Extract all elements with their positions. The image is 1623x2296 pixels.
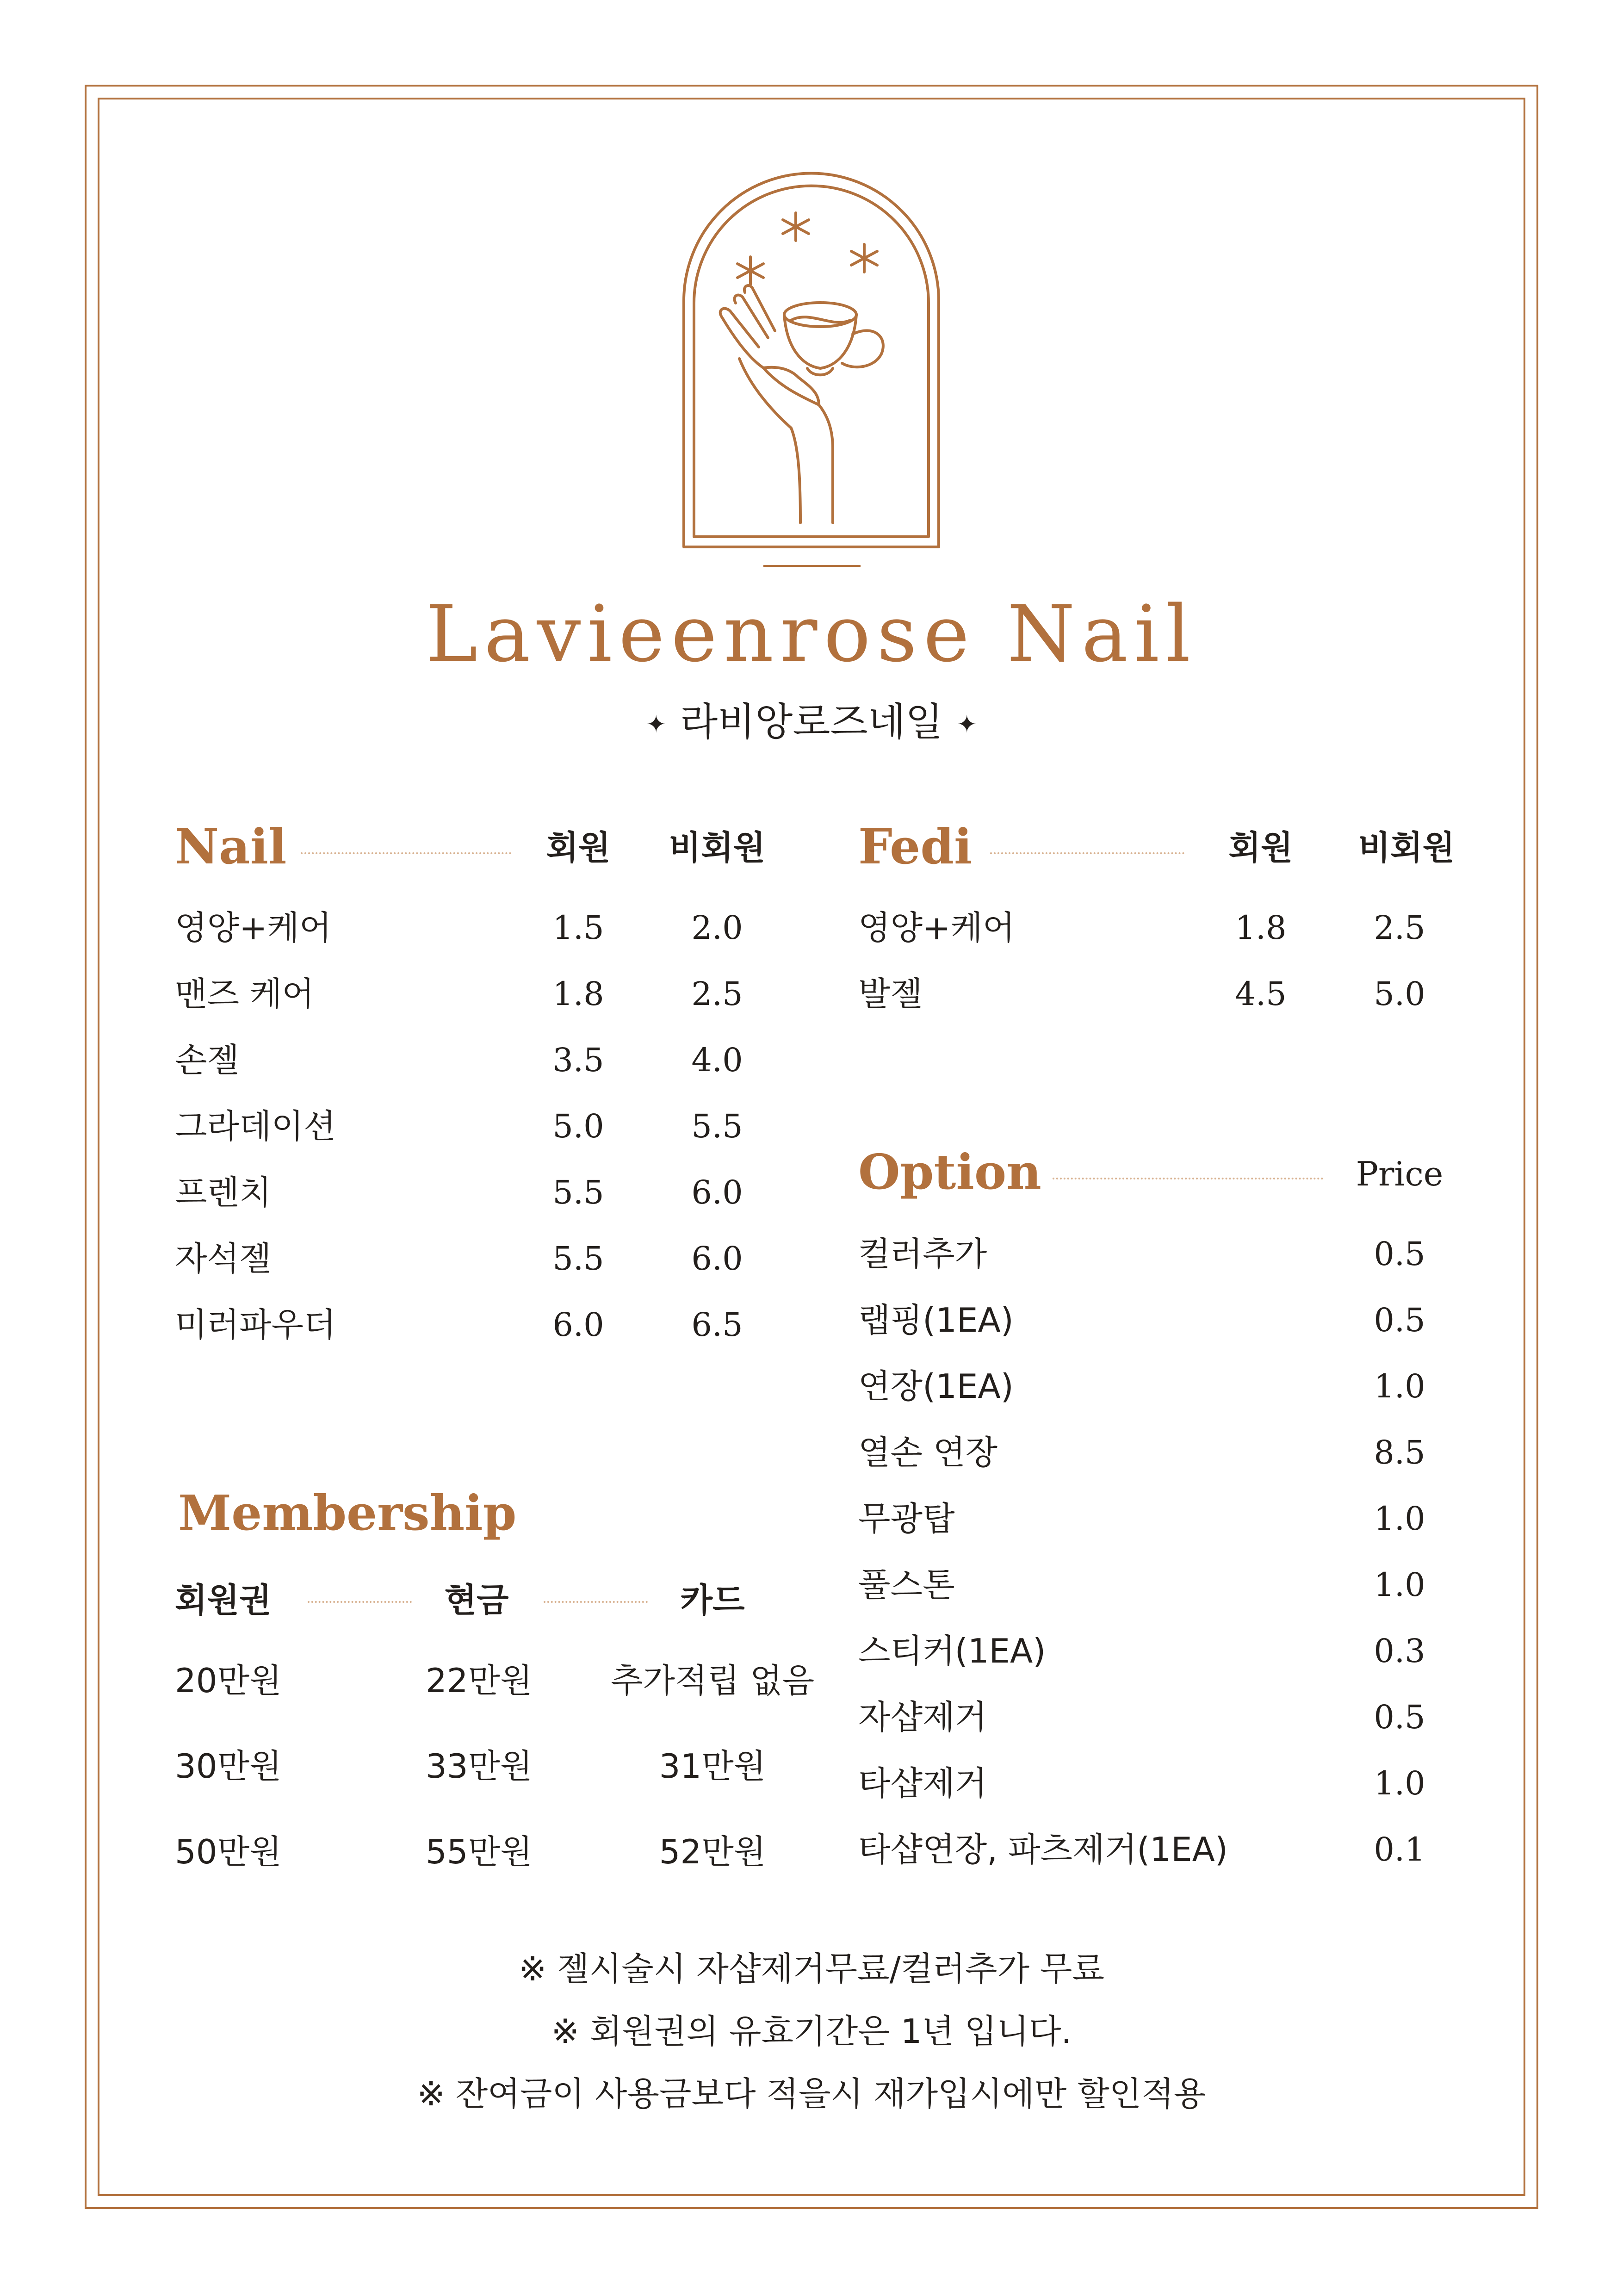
membership-ticket: 30만원	[175, 1747, 282, 1786]
brand-subtitle	[0, 696, 1623, 750]
brand-title: Lavieenrose Nail	[426, 589, 1197, 679]
note-line: ※ 회원권의 유효기간은 1년 입니다.	[551, 2012, 1072, 2051]
membership-cash: 33만원	[426, 1747, 533, 1786]
nail-item-name: 맨즈 케어	[175, 974, 315, 1013]
sparkle-icon	[737, 257, 763, 285]
fedi-member-price: 1.8	[1235, 909, 1287, 947]
nail-section-title: Nail	[175, 818, 287, 875]
logo-underline	[763, 565, 861, 567]
membership-ticket: 50만원	[175, 1832, 282, 1871]
option-price: 0.5	[1374, 1235, 1425, 1273]
nail-item-name: 손젤	[175, 1041, 240, 1080]
option-price: 0.1	[1374, 1831, 1425, 1868]
note-line: ※ 잔여금이 사용금보다 적을시 재가입시에만 할인적용	[417, 2074, 1206, 2113]
option-item-name: 타샵연장, 파츠제거(1EA)	[858, 1830, 1228, 1869]
star-icon: ✦	[646, 711, 666, 739]
nail-item-name: 미러파우더	[175, 1305, 336, 1344]
nail-member-price: 6.0	[552, 1306, 604, 1344]
option-section-title: Option	[858, 1143, 1041, 1200]
nail-nonmember-price: 6.0	[691, 1240, 743, 1278]
fedi-col-member: 회원	[1228, 828, 1293, 867]
option-price: 1.0	[1374, 1764, 1425, 1802]
membership-section-title: Membership	[178, 1484, 517, 1541]
option-price: 8.5	[1374, 1433, 1425, 1471]
option-item-name: 열손 연장	[858, 1433, 998, 1472]
nail-item-name: 프렌치	[175, 1173, 272, 1212]
nail-dotted-divider	[301, 852, 511, 854]
option-item-name: 무광탑	[858, 1499, 955, 1538]
membership-dotted-divider	[308, 1601, 412, 1603]
fedi-item-name: 발젤	[858, 974, 923, 1013]
option-item-name: 자샵제거	[858, 1698, 987, 1737]
nail-nonmember-price: 6.5	[691, 1306, 743, 1344]
nail-item-name: 그라데이션	[175, 1107, 336, 1146]
nail-item-name: 영양+케어	[175, 908, 332, 947]
option-item-name: 풀스톤	[858, 1565, 955, 1604]
option-price: 1.0	[1374, 1367, 1425, 1405]
nail-member-price: 3.5	[552, 1041, 604, 1079]
nail-item-name: 자석젤	[175, 1239, 272, 1278]
membership-dotted-divider	[544, 1601, 648, 1603]
fedi-nonmember-price: 5.0	[1374, 975, 1425, 1013]
membership-cash: 55만원	[426, 1832, 533, 1871]
sparkle-icon	[783, 213, 809, 241]
nail-nonmember-price: 2.0	[691, 909, 743, 947]
option-item-name: 연장(1EA)	[858, 1367, 1014, 1406]
option-price: 1.0	[1374, 1500, 1425, 1538]
option-item-name: 스티커(1EA)	[858, 1632, 1046, 1670]
option-price: 1.0	[1374, 1566, 1425, 1604]
option-item-name: 컬러추가	[858, 1235, 987, 1273]
option-item-name: 랩핑(1EA)	[858, 1301, 1014, 1340]
nail-nonmember-price: 4.0	[691, 1041, 743, 1079]
sparkle-icon	[851, 244, 877, 272]
fedi-dotted-divider	[990, 852, 1184, 854]
subtitle-text: 라비앙로즈네일	[680, 699, 943, 745]
fedi-member-price: 4.5	[1235, 975, 1287, 1013]
note-line: ※ 젤시술시 자샵제거무료/컬러추가 무료	[518, 1949, 1105, 1988]
fedi-col-nonmember: 비회원	[1358, 828, 1455, 867]
option-item-name: 타샵제거	[858, 1764, 987, 1803]
nail-member-price: 1.8	[552, 975, 604, 1013]
fedi-nonmember-price: 2.5	[1374, 909, 1425, 947]
membership-card: 52만원	[659, 1832, 766, 1871]
option-dotted-divider	[1053, 1178, 1323, 1179]
nail-nonmember-price: 5.5	[691, 1107, 743, 1145]
logo-hand-teacup-icon	[680, 171, 942, 551]
fedi-section-title: Fedi	[858, 818, 973, 875]
star-icon: ✦	[957, 711, 977, 739]
nail-member-price: 5.5	[552, 1240, 604, 1278]
nail-nonmember-price: 6.0	[691, 1173, 743, 1211]
nail-member-price: 5.5	[552, 1173, 604, 1211]
nail-member-price: 5.0	[552, 1107, 604, 1145]
membership-col-card: 카드	[680, 1581, 745, 1620]
nail-col-nonmember: 비회원	[669, 828, 766, 867]
membership-card: 31만원	[659, 1747, 766, 1786]
option-col-price: Price	[1356, 1154, 1443, 1193]
nail-nonmember-price: 2.5	[691, 975, 743, 1013]
fedi-item-name: 영양+케어	[858, 908, 1015, 947]
option-price: 0.5	[1374, 1301, 1425, 1339]
nail-col-member: 회원	[546, 828, 611, 867]
membership-ticket: 20만원	[175, 1661, 282, 1700]
option-price: 0.5	[1374, 1698, 1425, 1736]
membership-col-cash: 현금	[444, 1581, 509, 1620]
membership-cash: 22만원	[426, 1661, 533, 1700]
nail-member-price: 1.5	[552, 909, 604, 947]
membership-card: 추가적립 없음	[611, 1661, 815, 1700]
membership-col-ticket: 회원권	[175, 1581, 272, 1620]
option-price: 0.3	[1374, 1632, 1425, 1670]
